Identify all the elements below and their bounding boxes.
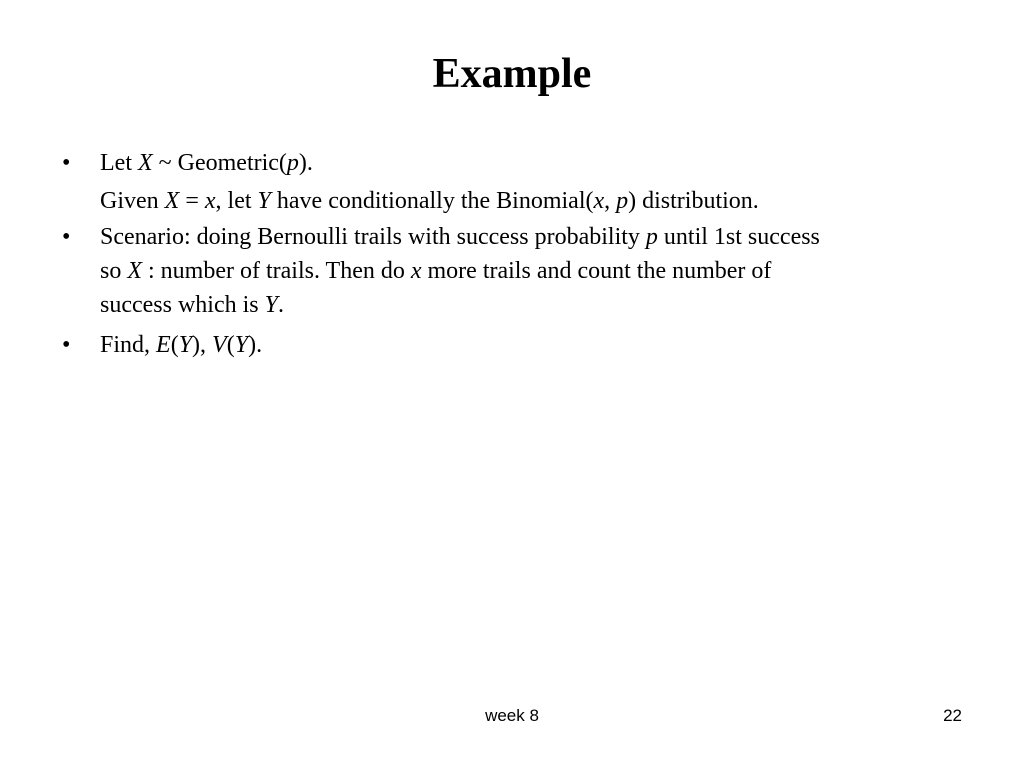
text: so <box>100 258 128 284</box>
text: more trails and count the number of <box>421 258 772 284</box>
text: success which is <box>100 292 265 318</box>
math-var: p <box>616 188 629 214</box>
text: : number of trails. Then do <box>142 258 411 284</box>
slide-title: Example <box>432 51 592 97</box>
text: ~ Geometric( <box>152 150 287 176</box>
bullet-1-line-2 <box>58 184 978 218</box>
math-var: x <box>410 258 422 284</box>
bullet-item-1 <box>58 146 978 180</box>
math-var: p <box>286 150 299 176</box>
math-var: X <box>127 258 143 284</box>
text: have conditionally the Binomial( <box>270 188 594 214</box>
bullet-2-line-2 <box>100 254 978 288</box>
bullet-dot-icon: • <box>62 150 71 176</box>
math-var: x <box>593 188 605 214</box>
math-var: E <box>156 332 171 358</box>
bullet-dot-icon: • <box>62 224 71 250</box>
text: = <box>179 188 205 214</box>
slide-content <box>58 146 978 362</box>
text: ( <box>170 332 179 358</box>
text: Given <box>100 188 165 214</box>
math-var: Y <box>234 332 249 358</box>
bullet-3-line-1 <box>100 328 978 362</box>
text: ). <box>298 150 313 176</box>
math-var: p <box>645 224 658 250</box>
bullet-item-3 <box>58 328 978 362</box>
bullet-dot-icon: • <box>62 332 71 358</box>
math-var: Y <box>178 332 193 358</box>
page-number: 22 <box>943 706 962 725</box>
bullet-2-line-1 <box>100 220 978 254</box>
bullet-2-line-3 <box>100 288 978 322</box>
bullet-1-line-1 <box>100 146 978 180</box>
math-var: X <box>137 150 153 176</box>
text: ) distribution. <box>628 188 759 214</box>
text: , let <box>215 188 258 214</box>
text: . <box>278 292 284 318</box>
bullet-item-2 <box>58 220 978 322</box>
math-var: Y <box>257 188 271 214</box>
text: Find, <box>100 332 157 358</box>
text: ( <box>226 332 235 358</box>
text: ). <box>248 332 263 358</box>
text: , <box>604 188 617 214</box>
text: ), <box>192 332 213 358</box>
text: until 1st success <box>657 224 820 250</box>
math-var: V <box>212 332 227 358</box>
math-var: x <box>204 188 216 214</box>
footer-week-label: week 8 <box>485 706 539 725</box>
text: Scenario: doing Bernoulli trails with success probability <box>100 224 646 250</box>
math-var: X <box>164 188 180 214</box>
text: Let <box>100 150 138 176</box>
math-var: Y <box>264 292 278 318</box>
